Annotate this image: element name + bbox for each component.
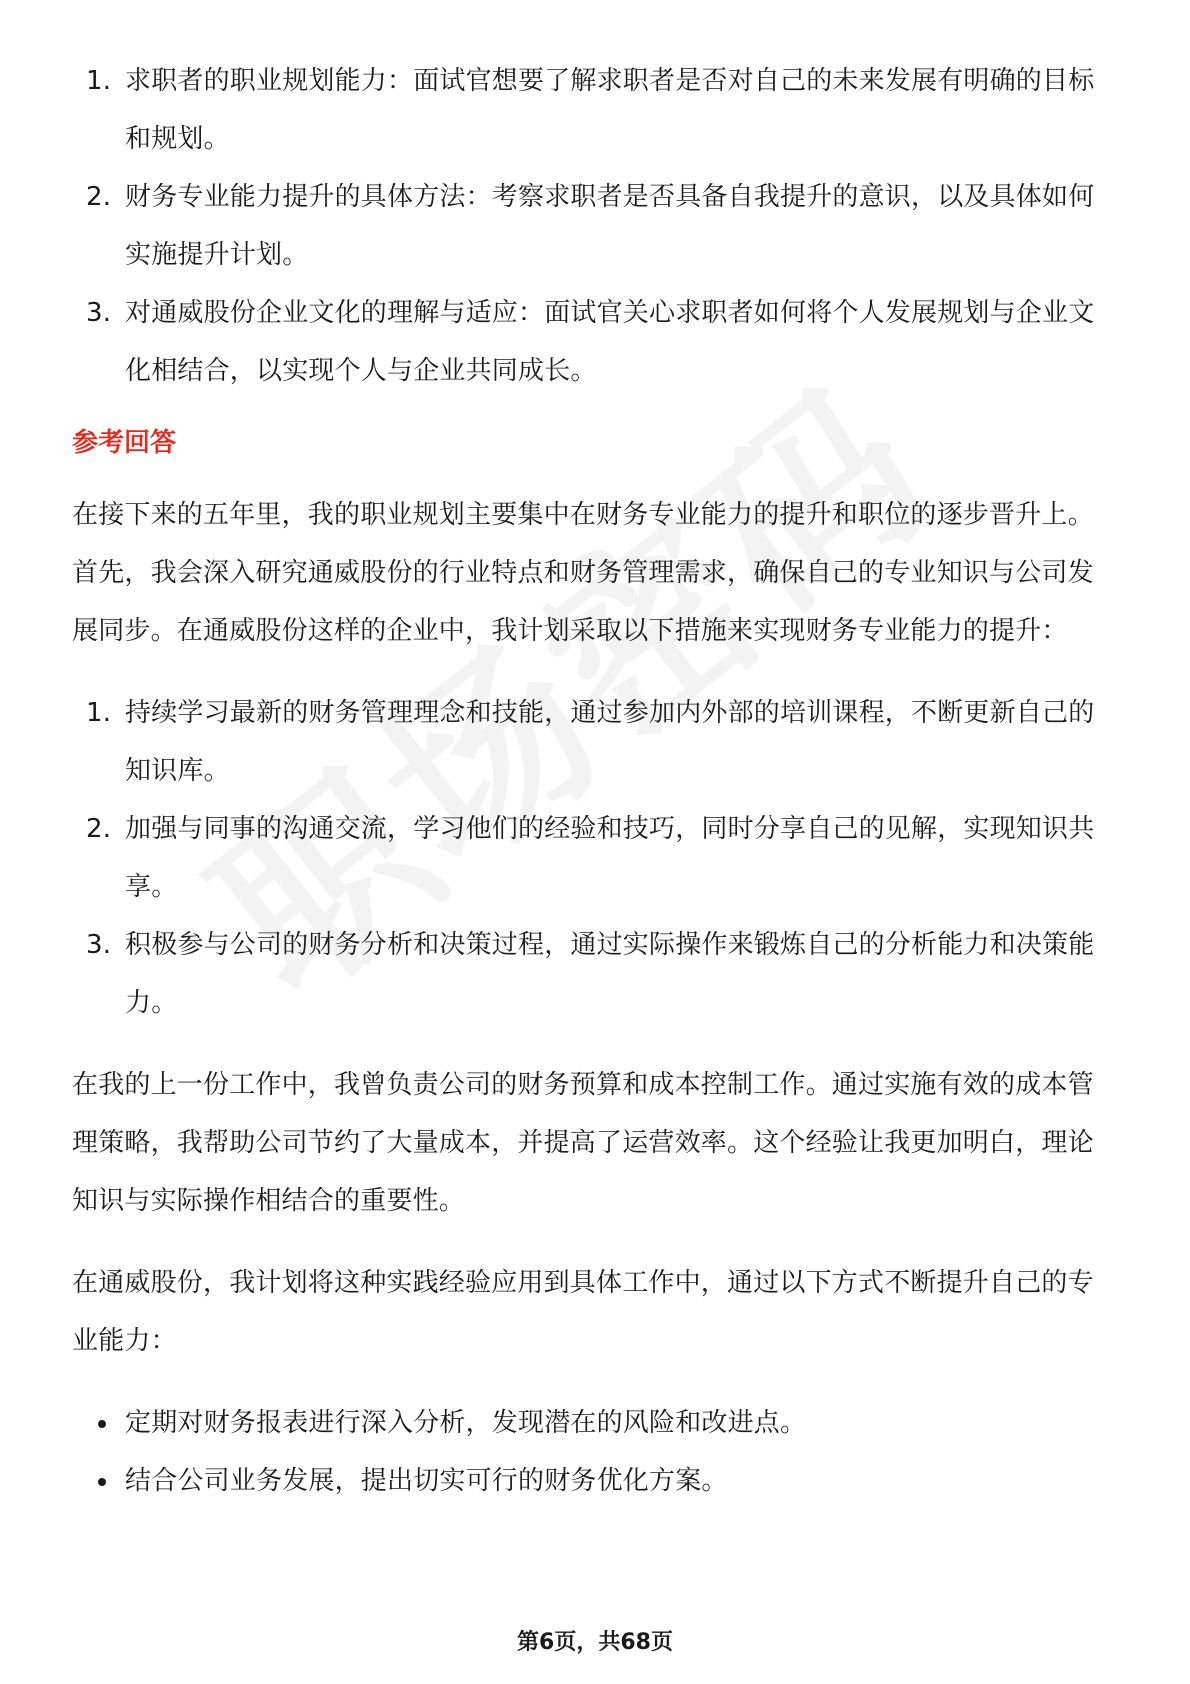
bullet-dot-icon: [98, 1478, 106, 1486]
bullet-item-text: 定期对财务报表进行深入分析，发现潜在的风险和改进点。: [125, 1408, 807, 1438]
list-number: 3.: [86, 930, 112, 960]
section-heading: 参考回答: [72, 428, 177, 458]
list-item-text: 财务专业能力提升的具体方法：考察求职者是否具备自我提升的意识，以及具体如何实施提升计划。: [125, 182, 1095, 270]
list-number: 2.: [86, 182, 112, 212]
page-number-footer: 第6页，共68页: [517, 1630, 673, 1655]
list-number: 1.: [86, 66, 112, 96]
list-item: [72, 684, 1112, 800]
bullet-item-text: 结合公司业务发展，提出切实可行的财务优化方案。: [125, 1466, 728, 1496]
bullet-item: [72, 1394, 1112, 1452]
bullet-item: [72, 1452, 1112, 1510]
list-number: 3.: [86, 298, 112, 328]
list-number: 1.: [86, 698, 112, 728]
improvement-measures-list: [72, 684, 1112, 1032]
list-item: [72, 52, 1112, 168]
list-number: 2.: [86, 814, 112, 844]
list-item: [72, 916, 1112, 1032]
list-item-text: 积极参与公司的财务分析和决策过程，通过实际操作来锻炼自己的分析能力和决策能力。: [125, 930, 1095, 1018]
paragraph: 在通威股份，我计划将这种实践经验应用到具体工作中，通过以下方式不断提升自己的专业能力：: [72, 1268, 1094, 1356]
list-item-text: 加强与同事的沟通交流，学习他们的经验和技巧，同时分享自己的见解，实现知识共享。: [125, 814, 1095, 902]
paragraph: 在接下来的五年里，我的职业规划主要集中在财务专业能力的提升和职位的逐步晋升上。首先，我会深入研究通威股份的行业特点和财务管理需求，确保自己的专业知识与公司发展同步。在通威股份这样的企业中，我计划采取以下措施来实现财务专业能力的提升：: [72, 500, 1094, 646]
bullet-dot-icon: [98, 1420, 106, 1428]
list-item: [72, 800, 1112, 916]
list-item: [72, 284, 1112, 400]
bullet-list: [72, 1394, 1112, 1510]
page-content: [72, 52, 1112, 1510]
paragraph: 在我的上一份工作中，我曾负责公司的财务预算和成本控制工作。通过实施有效的成本管理策略，我帮助公司节约了大量成本，并提高了运营效率。这个经验让我更加明白，理论知识与实际操作相结合的重要性。: [72, 1070, 1094, 1216]
question-points-list: [72, 52, 1112, 400]
list-item-text: 对通威股份企业文化的理解与适应：面试官关心求职者如何将个人发展规划与企业文化相结合，以实现个人与企业共同成长。: [125, 298, 1095, 386]
list-item: [72, 168, 1112, 284]
list-item-text: 持续学习最新的财务管理理念和技能，通过参加内外部的培训课程，不断更新自己的知识库。: [125, 698, 1095, 786]
list-item-text: 求职者的职业规划能力：面试官想要了解求职者是否对自己的未来发展有明确的目标和规划。: [125, 66, 1095, 154]
